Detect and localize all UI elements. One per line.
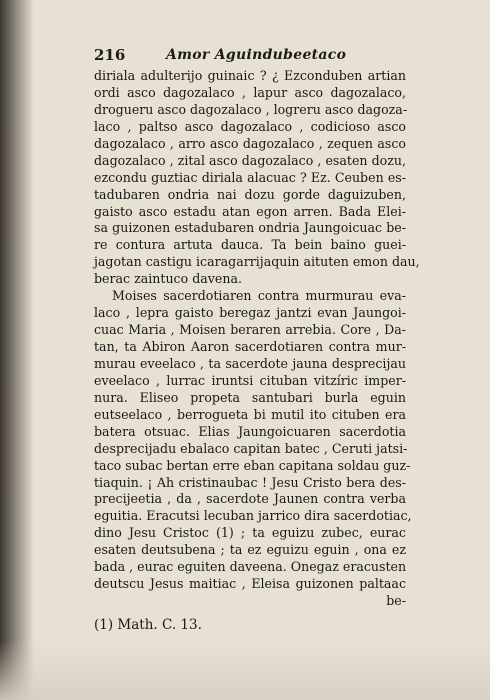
text-line: tadubaren ondria nai dozu gorde daguizuben, bbox=[94, 186, 406, 202]
text-line: dino Jesu Cristoc (1) ; ta eguizu zubec, eurac bbox=[94, 525, 406, 541]
text-line: ordi asco dagozalaco , lapur asco dagozalaco, bbox=[94, 84, 406, 100]
text-line: precijeetia , da , sacerdote Jaunen contra verba bbox=[94, 491, 406, 507]
text-line: diriala adulterijo guinaic ? ¿ Ezconduben artian bbox=[94, 68, 406, 83]
text-line: sa guizonen estadubaren ondria Jaungoicuac be- bbox=[94, 220, 406, 236]
text-line: re contura artuta dauca. Ta bein baino guei- bbox=[94, 237, 406, 253]
text-line: batera otsuac. Elias Jaungoicuaren sacerdotia bbox=[94, 423, 406, 439]
text-line: esaten deutsubena ; ta ez eguizu eguin , ona ez bbox=[94, 542, 406, 558]
text-line: nura. Eliseo propeta santubari burla eguin bbox=[94, 389, 406, 405]
text-line: dagozalaco , zital asco dagozalaco , esaten dozu, bbox=[94, 152, 406, 168]
page-header bbox=[94, 46, 394, 66]
text-line: desprecijadu ebalaco capitan batec , Ceruti jatsi- bbox=[94, 440, 408, 456]
text-line: drogueru asco dagozalaco , logreru asco dagoza- bbox=[94, 101, 408, 117]
paragraph-first-line: Moises sacerdotiaren contra murmurau eva- bbox=[112, 288, 406, 304]
catchword: be- bbox=[386, 593, 406, 609]
text-line: ezcondu guztiac diriala alacuac ? Ez. Ceuben es- bbox=[94, 169, 406, 185]
text-line: eveelaco , lurrac iruntsi cituban vitzíric imper- bbox=[94, 372, 406, 388]
text-line: tiaquin. ¡ Ah cristinaubac ! Jesu Cristo bera des- bbox=[94, 474, 406, 490]
text-line: bada , eurac eguiten daveena. Onegaz eracusten bbox=[94, 559, 407, 575]
body-text bbox=[94, 68, 420, 610]
running-title: Amor Aguindubeetaco bbox=[166, 47, 347, 63]
text-line: berac zaintuco davena. bbox=[94, 271, 242, 287]
text-line: cuac Maria , Moisen beraren arrebia. Core , Da- bbox=[94, 322, 406, 338]
footnote: (1) Math. C. 13. bbox=[94, 617, 202, 633]
text-line: murau eveelaco , ta sacerdote jauna desprecijau bbox=[94, 355, 406, 371]
text-line: tan, ta Abiron Aaron sacerdotiaren contra mur- bbox=[94, 339, 406, 354]
text-line: eutseelaco , berrogueta bi mutil ito cituben era bbox=[94, 406, 406, 422]
page-bottom-shade bbox=[0, 640, 490, 700]
binding-shadow bbox=[0, 0, 34, 700]
text-line: laco , lepra gaisto beregaz jantzi evan Jaungoi- bbox=[94, 305, 406, 321]
text-line: laco , paltso asco dagozalaco , codicioso asco bbox=[94, 118, 406, 134]
text-line: taco subac bertan erre eban capitana soldau guz- bbox=[94, 457, 411, 473]
text-line: deutscu Jesus maitiac , Eleisa guizonen paltaac bbox=[94, 576, 406, 592]
text-line: eguitia. Eracutsi lecuban jarrico dira sacerdotiac, bbox=[94, 508, 412, 524]
text-line: dagozalaco , arro asco dagozalaco , zequen asco bbox=[94, 135, 406, 151]
text-line: jagotan castigu icaragarrijaquin aituten emon dau, bbox=[94, 254, 420, 270]
page-number: 216 bbox=[94, 46, 126, 64]
text-line: gaisto asco estadu atan egon arren. Bada Elei- bbox=[94, 203, 406, 219]
